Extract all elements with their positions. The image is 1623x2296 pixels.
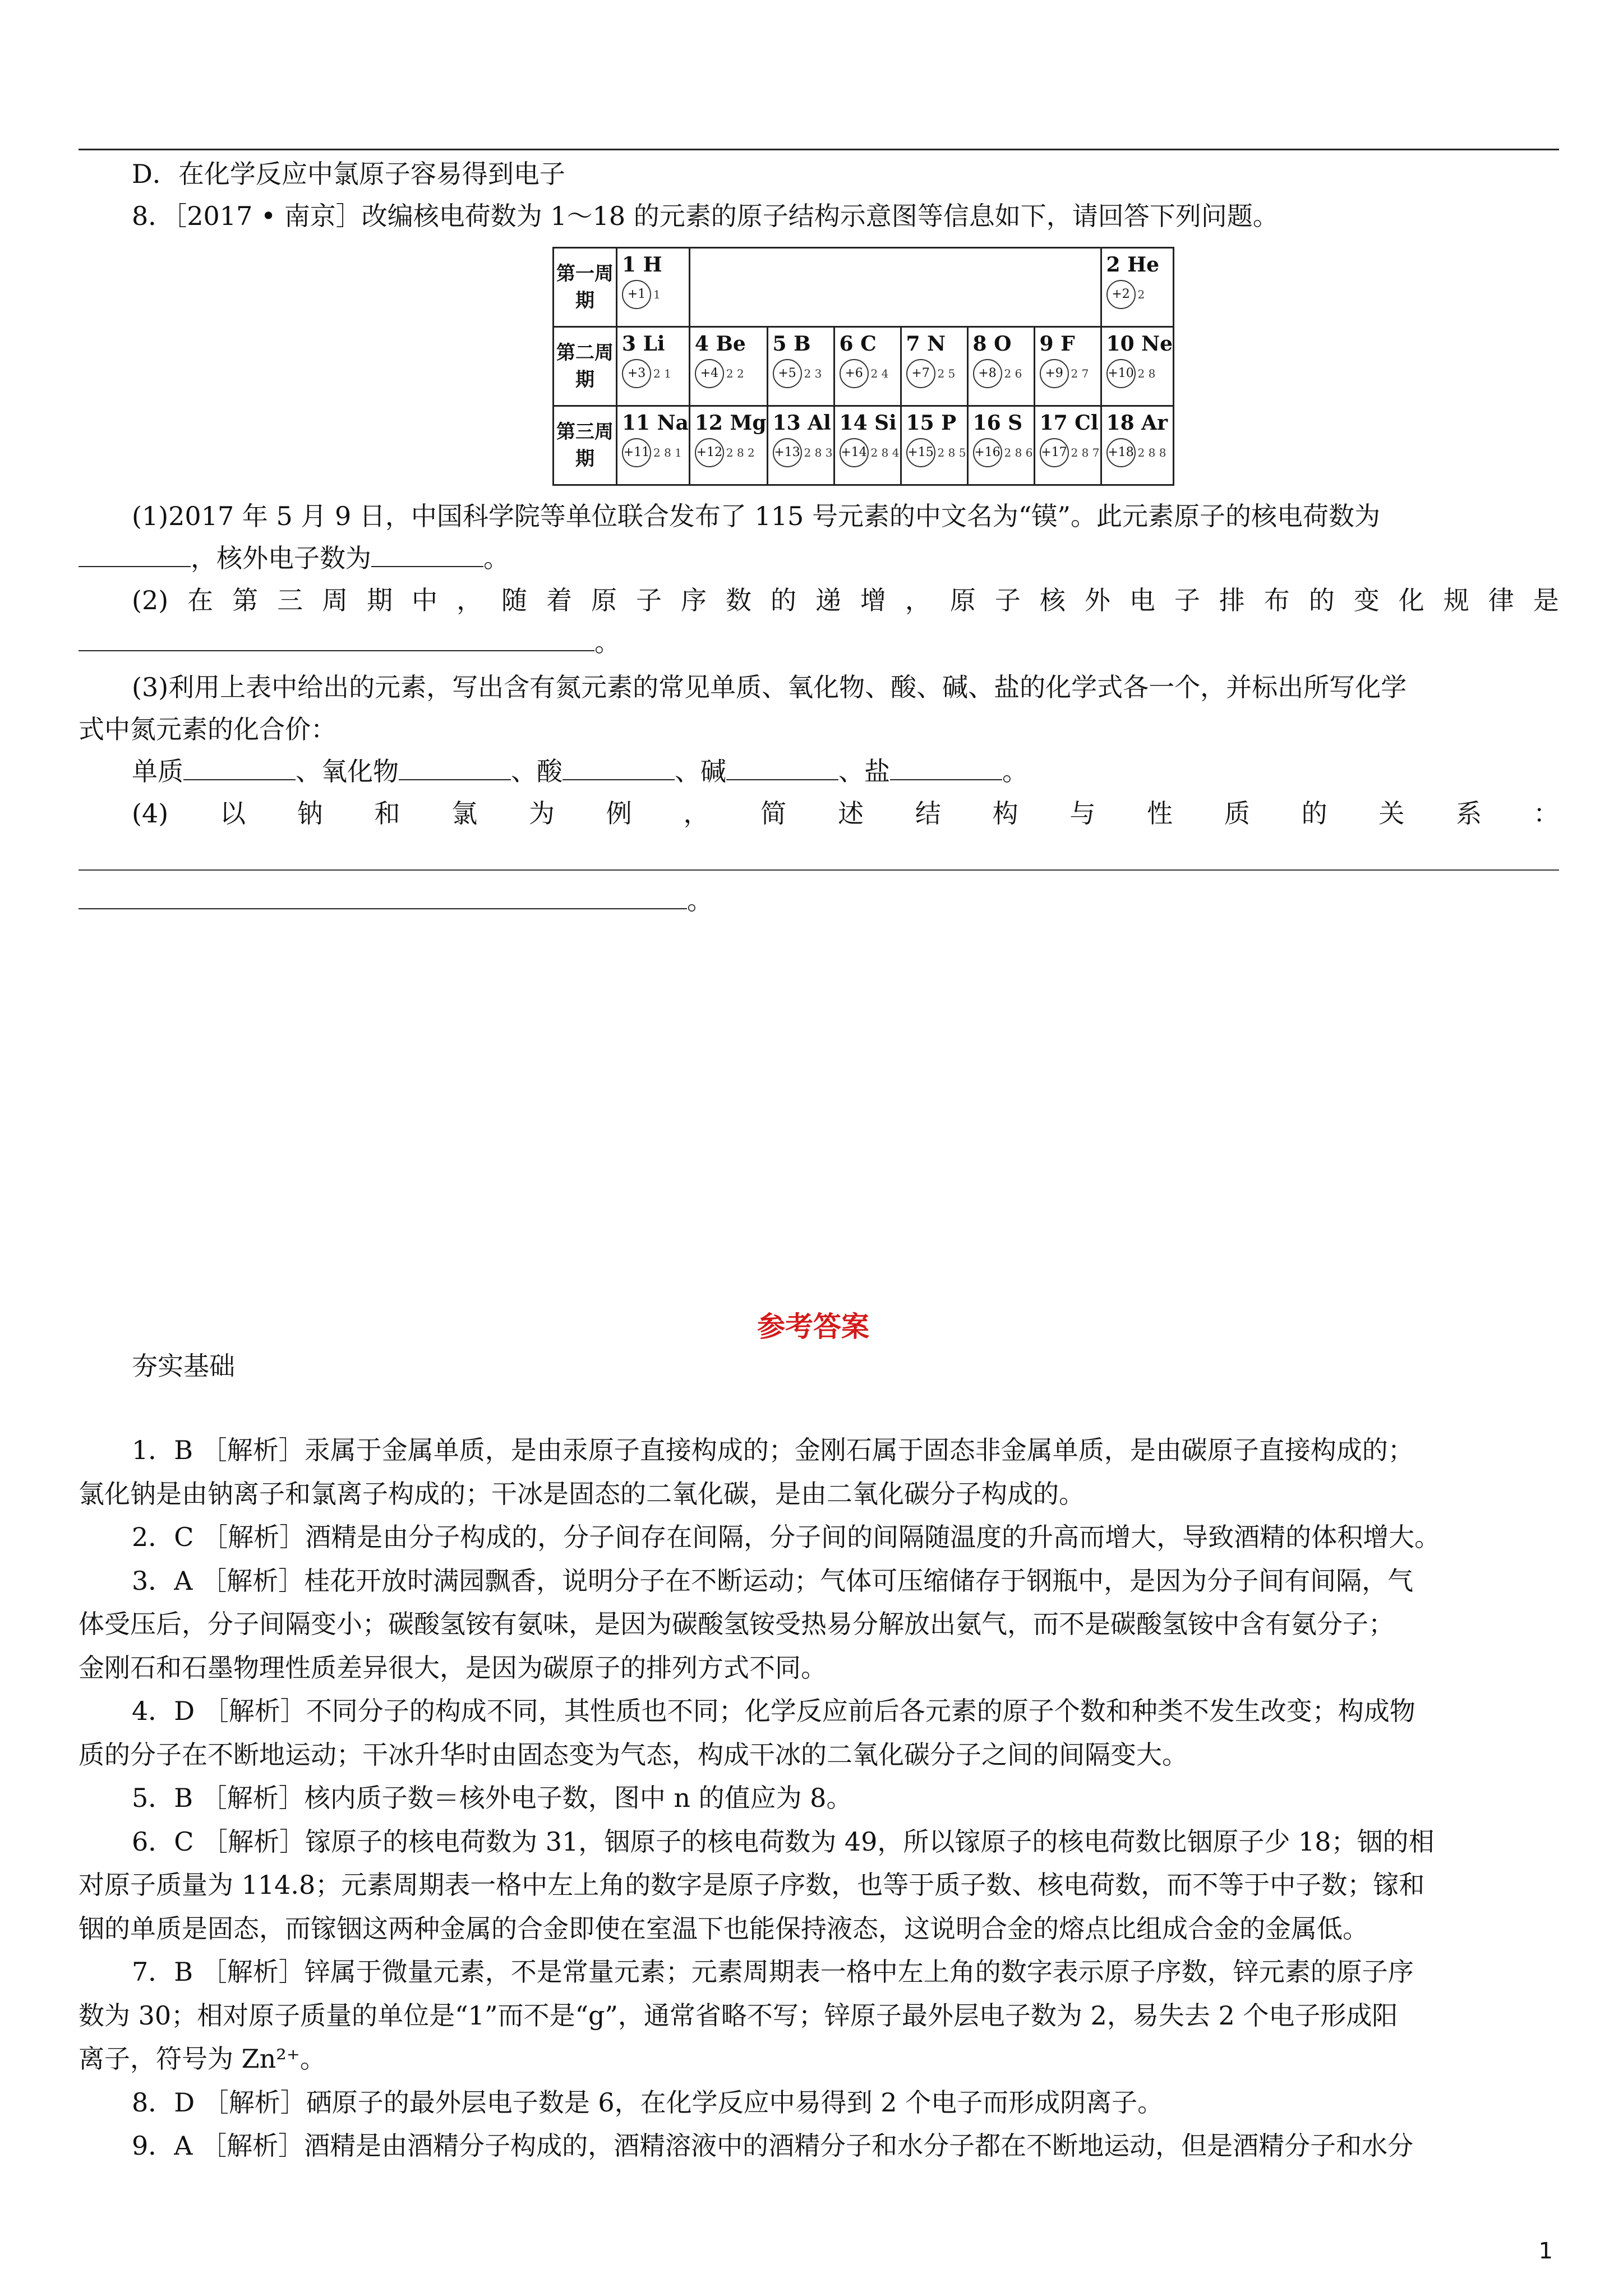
- answer-line-text: 9．A ［解析］酒精是由酒精分子构成的，酒精溶液中的酒精分子和水分子都在不断地运动，但是酒精分子和水分: [132, 2131, 1414, 2161]
- element-symbol: 4 Be: [694, 332, 746, 356]
- text-char: 的: [1301, 798, 1327, 829]
- answer-line-text: 离子，符号为 Zn²⁺。: [79, 2044, 326, 2074]
- answer-line-text: 数为 30；相对原子质量的单位是“1”而不是“g”，通常省略不写；锌原子最外层电子数为 2，易失去 2 个电子形成阳: [79, 2000, 1398, 2031]
- element-cell: [767, 406, 834, 485]
- text-char: 以: [219, 798, 246, 829]
- answer-line-text: 体受压后，分子间隔变小；碳酸氢铵有氨味，是因为碳酸氢铵受热易分解放出氨气，而不是碳酸氢铵中含有氨分子；: [79, 1609, 1394, 1639]
- text-char: 系: [1456, 798, 1482, 829]
- text-char: ：: [1533, 798, 1559, 829]
- element-cell: [617, 248, 690, 327]
- text-char: 排: [1219, 585, 1245, 615]
- text-char: 的: [770, 585, 796, 615]
- period-label: 第二周期: [554, 327, 617, 406]
- shells: 2 7: [1071, 367, 1089, 380]
- text-char: 原: [949, 585, 976, 615]
- text-char: 在: [187, 585, 214, 615]
- shells: 2 4: [870, 367, 889, 380]
- fill-label: 、盐: [838, 756, 890, 786]
- answer-line-text: 2．C ［解析］酒精是由分子构成的，分子间存在间隔，分子间的间隔随温度的升高而增大，导致酒精的体积增大。: [132, 1522, 1441, 1552]
- question-8-stem: 8．［2017 • 南京］改编核电荷数为 1～18 的元素的原子结构示意图等信息如下，请回答下列问题。: [132, 201, 1279, 231]
- element-symbol: 9 F: [1039, 332, 1075, 356]
- nucleus: +5: [773, 359, 802, 388]
- text-char: 与: [1069, 798, 1096, 829]
- element-symbol: 10 Ne: [1106, 332, 1173, 356]
- text-char: 构: [992, 798, 1018, 829]
- text-char: ，: [905, 585, 931, 615]
- nucleus: +2: [1106, 280, 1136, 309]
- text-char: (4): [132, 798, 169, 829]
- nucleus: +1: [622, 280, 651, 309]
- text-char: 述: [838, 798, 864, 829]
- element-cell: [967, 327, 1034, 406]
- element-cell: [1101, 327, 1173, 406]
- text-char: 例: [606, 798, 632, 829]
- element-cell: [967, 406, 1034, 485]
- element-symbol: 14 Si: [839, 411, 897, 435]
- answer-line-text: 7．B ［解析］锌属于微量元素，不是常量元素；元素周期表一格中左上角的数字表示原子序数，锌元素的原子序: [132, 1957, 1414, 1987]
- shells: 2 8 4: [870, 446, 900, 459]
- element-cell: [901, 327, 967, 406]
- answer-blank[interactable]: [726, 757, 838, 780]
- sub-question-2: [132, 583, 1559, 617]
- text-char: 简: [760, 798, 787, 829]
- empty-cell: [689, 248, 1101, 327]
- nucleus: +12: [695, 438, 724, 467]
- text-char: 化: [1398, 585, 1424, 615]
- text-char: 性: [1147, 798, 1173, 829]
- shells: 2 8 7: [1071, 446, 1100, 459]
- text-char: 周: [322, 585, 348, 615]
- text-char: 外: [1084, 585, 1110, 615]
- nucleus: +14: [840, 438, 869, 467]
- fill-label: 、酸: [511, 756, 562, 786]
- period-label: 第一周期: [554, 248, 617, 327]
- fill-label: 、氧化物: [296, 756, 399, 786]
- answer-blank[interactable]: [562, 757, 675, 780]
- text-char: 子: [1174, 585, 1200, 615]
- nucleus: +8: [973, 359, 1002, 388]
- nucleus: +13: [773, 438, 802, 467]
- shells: 2 2: [726, 367, 744, 380]
- text-char: 序: [680, 585, 707, 615]
- nucleus: +4: [695, 359, 724, 388]
- answer-line-text: 对原子质量为 114.8；元素周期表一格中左上角的数字是原子序数，也等于质子数、核电荷数，而不等于中子数；镓和: [79, 1870, 1425, 1900]
- text-char: (2): [132, 585, 169, 615]
- sub-question-2-blank: 。: [79, 625, 620, 659]
- text-char: 子: [636, 585, 662, 615]
- text-char: 核: [1039, 585, 1066, 615]
- text-char: 规: [1443, 585, 1469, 615]
- element-cell: [1101, 406, 1173, 485]
- answer-blank[interactable]: [79, 886, 687, 909]
- answer-blank[interactable]: [371, 544, 483, 567]
- text-char: 着: [546, 585, 573, 615]
- element-symbol: 13 Al: [772, 411, 831, 435]
- header-rule: [79, 149, 1559, 150]
- element-cell: [834, 406, 901, 485]
- text-char: 原: [591, 585, 617, 615]
- answer-blank[interactable]: [183, 757, 296, 780]
- answer-blank[interactable]: [79, 544, 191, 567]
- element-symbol: 18 Ar: [1106, 411, 1168, 435]
- sub-question-3-cont: 式中氮元素的化合价：: [79, 714, 336, 744]
- text-char: 为: [529, 798, 555, 829]
- nucleus: +3: [622, 359, 651, 388]
- periodic-table: [552, 247, 1174, 486]
- element-cell: [617, 327, 690, 406]
- text-char: 三: [277, 585, 303, 615]
- text-char: 结: [915, 798, 941, 829]
- element-cell: [689, 406, 767, 485]
- shells: 2 5: [937, 367, 956, 380]
- element-symbol: 3 Li: [622, 332, 665, 356]
- element-cell: [901, 406, 967, 485]
- element-symbol: 1 H: [622, 253, 662, 277]
- sub-question-4: [132, 797, 1559, 830]
- text-char: 变: [1353, 585, 1380, 615]
- nucleus: +16: [973, 438, 1002, 467]
- period-label: 第三周期: [554, 406, 617, 485]
- element-symbol: 15 P: [906, 411, 957, 435]
- shells: 2 6: [1004, 367, 1022, 380]
- sub-question-3-fill: 单质 、氧化物 、酸 、碱 、盐 。: [132, 756, 1028, 786]
- text-char: 电: [1129, 585, 1155, 615]
- element-symbol: 11 Na: [622, 411, 689, 435]
- text-char: 布: [1264, 585, 1290, 615]
- answer-blank[interactable]: [890, 757, 1002, 780]
- answer-line-text: 3．A ［解析］桂花开放时满园飘香，说明分子在不断运动；气体可压缩储存于钢瓶中，是因为分子间有间隔，气: [132, 1566, 1414, 1596]
- text-char: 和: [374, 798, 400, 829]
- element-symbol: 6 C: [839, 332, 877, 356]
- sub-question-4-blank: 。: [79, 884, 713, 917]
- nucleus: +17: [1040, 438, 1069, 467]
- text-char: 数: [725, 585, 751, 615]
- answer-line-text: 5．B ［解析］核内质子数＝核外电子数，图中 n 的值应为 8。: [132, 1783, 852, 1813]
- element-symbol: 16 S: [972, 411, 1023, 435]
- shells: 2 8 1: [653, 446, 682, 459]
- shells: 2: [1137, 288, 1145, 301]
- nucleus: +11: [622, 438, 651, 467]
- text-char: 随: [501, 585, 528, 615]
- nucleus: +9: [1040, 359, 1069, 388]
- element-symbol: 17 Cl: [1039, 411, 1099, 435]
- page-number: 1: [1538, 2238, 1553, 2264]
- answer-line-text: 金刚石和石墨物理性质差异很大，是因为碳原子的排列方式不同。: [79, 1653, 827, 1683]
- sub-question-1: (1)2017 年 5 月 9 日，中国科学院等单位联合发布了 115 号元素的中文名为“镆”。此元素原子的核电荷数为: [132, 501, 1380, 531]
- element-cell: [1034, 327, 1101, 406]
- shells: 1: [653, 288, 661, 301]
- answer-line-text: 4．D ［解析］不同分子的构成不同，其性质也不同；化学反应前后各元素的原子个数和种类不发生改变；构成物: [132, 1696, 1415, 1726]
- fill-label: 单质: [132, 756, 183, 786]
- answer-line-text: 8．D ［解析］硒原子的最外层电子数是 6，在化学反应中易得到 2 个电子而形成阴离子。: [132, 2087, 1164, 2118]
- text-char: 的: [1308, 585, 1335, 615]
- section-title: 夯实基础: [132, 1351, 235, 1381]
- nucleus: +15: [906, 438, 935, 467]
- answer-blank[interactable]: [399, 757, 511, 780]
- shells: 2 8 5: [937, 446, 966, 459]
- text-char: 递: [815, 585, 841, 615]
- element-cell: [1101, 248, 1173, 327]
- answer-line-text: 氯化钠是由钠离子和氯离子构成的；干冰是固态的二氧化碳，是由二氧化碳分子构成的。: [79, 1479, 1085, 1509]
- text-char: 增: [860, 585, 886, 615]
- text-char: 子: [994, 585, 1021, 615]
- text-char: 是: [1533, 585, 1559, 615]
- answers-title: 参考答案: [757, 1310, 869, 1343]
- element-cell: [617, 406, 690, 485]
- element-symbol: 8 O: [972, 332, 1012, 356]
- answer-line[interactable]: [79, 869, 1559, 871]
- answer-line-text: 1．B ［解析］汞属于金属单质，是由汞原子直接构成的；金刚石属于固态非金属单质，是由碳原子直接构成的；: [132, 1435, 1414, 1465]
- text-char: 期: [367, 585, 393, 615]
- shells: 2 8 6: [1004, 446, 1033, 459]
- text-char: 中: [412, 585, 438, 615]
- element-cell: [689, 327, 767, 406]
- text-char: 第: [232, 585, 259, 615]
- sub-question-3: (3)利用上表中给出的元素，写出含有氮元素的常见单质、氧化物、酸、碱、盐的化学式各一个，并标出所写化学: [132, 672, 1407, 702]
- shells: 2 1: [653, 367, 671, 380]
- shells: 2 8 8: [1137, 446, 1166, 459]
- text-char: 氯: [451, 798, 478, 829]
- text-char: 钠: [297, 798, 323, 829]
- element-cell: [1034, 406, 1101, 485]
- text-char: 质: [1224, 798, 1250, 829]
- sub-question-1-blanks: ，核外电子数为 。: [79, 541, 509, 575]
- nucleus: +10: [1106, 359, 1136, 388]
- fill-label: 、碱: [675, 756, 726, 786]
- element-cell: [834, 327, 901, 406]
- shells: 2 8: [1137, 367, 1156, 380]
- text-char: 律: [1488, 585, 1514, 615]
- nucleus: +18: [1106, 438, 1136, 467]
- shells: 2 8 3: [804, 446, 833, 459]
- element-symbol: 2 He: [1106, 253, 1160, 277]
- nucleus: +7: [906, 359, 935, 388]
- element-cell: [767, 327, 834, 406]
- shells: 2 3: [804, 367, 822, 380]
- option-d: D．在化学反应中氯原子容易得到电子: [132, 159, 565, 189]
- answer-line-text: 质的分子在不断地运动；干冰升华时由固态变为气态，构成干冰的二氧化碳分子之间的间隔变大。: [79, 1740, 1188, 1770]
- text-char: ，: [683, 798, 709, 829]
- element-symbol: 5 B: [772, 332, 811, 356]
- element-symbol: 7 N: [906, 332, 946, 356]
- answer-blank[interactable]: [79, 628, 594, 651]
- text-char: ，: [457, 585, 483, 615]
- answer-line-text: 6．C ［解析］镓原子的核电荷数为 31，铟原子的核电荷数为 49，所以镓原子的核电荷数比铟原子少 18；铟的相: [132, 1826, 1435, 1857]
- shells: 2 8 2: [726, 446, 755, 459]
- element-symbol: 12 Mg: [694, 411, 767, 435]
- nucleus: +6: [840, 359, 869, 388]
- answer-line-text: 铟的单质是固态，而镓铟这两种金属的合金即使在室温下也能保持液态，这说明合金的熔点比组成合金的金属低。: [79, 1913, 1368, 1944]
- text-char: 关: [1378, 798, 1405, 829]
